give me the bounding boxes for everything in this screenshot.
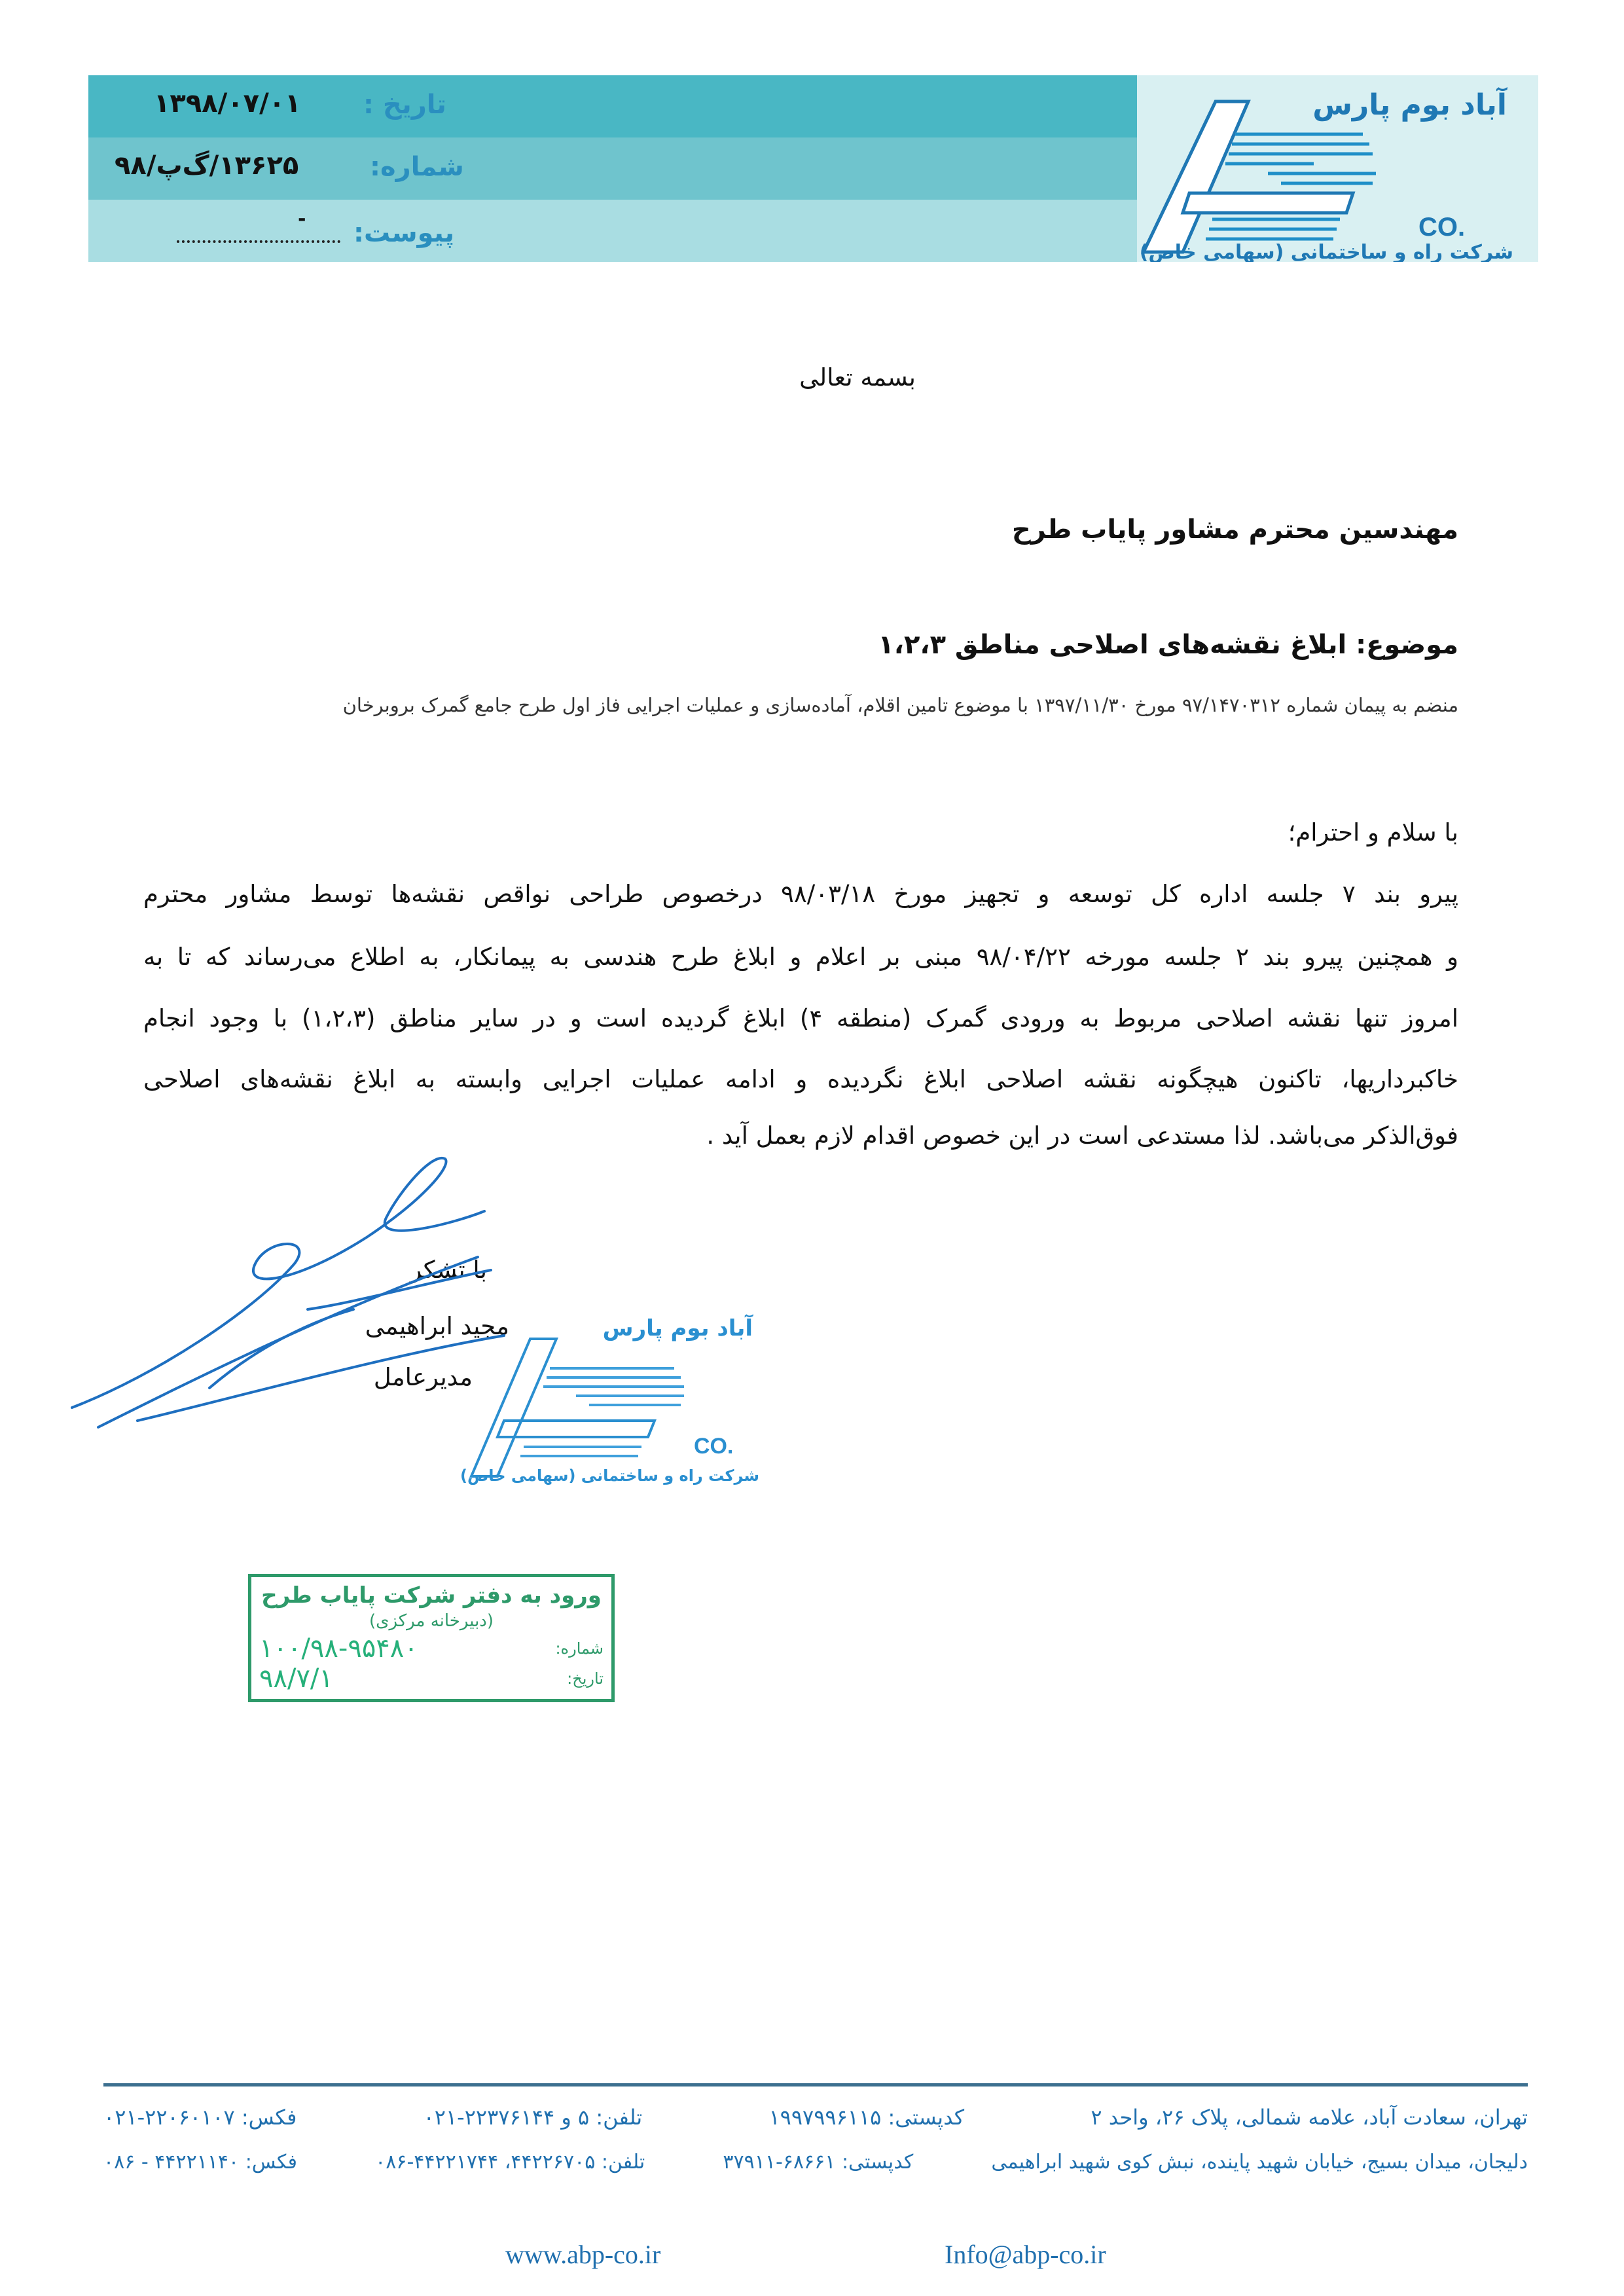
stamp-number-label: شماره: <box>555 1639 604 1658</box>
delijan-postal: کدپستی: ۶۸۶۶۱-۳۷۹۱۱ <box>723 2151 914 2174</box>
seal-suffix: CO. <box>694 1434 734 1459</box>
paragraph-line: فوق‌الذکر می‌باشد. لذا مستدعی است در این خصوص اقدام لازم بعمل آید . <box>706 1121 1458 1150</box>
addressee: مهندسین محترم مشاور پایاب طرح <box>1011 515 1458 545</box>
paragraph-line: و همچنین پیرو بند ۲ جلسه مورخه ۹۸/۰۴/۲۲ مبنی بر اعلام و ابلاغ طرح هندسی به پیمانکار، به اطلاع می‌رساند که تا به <box>143 943 1459 971</box>
seal-company-name: آباد بوم پارس <box>602 1315 753 1341</box>
stamp-date-label: تاریخ: <box>567 1669 604 1688</box>
company-sub-text: شرکت راه و ساختمانی (سهامی خاص) <box>1139 241 1513 262</box>
company-name-text: آباد بوم پارس <box>1312 88 1507 122</box>
tehran-postal: کدپستی: ۱۹۹۷۹۹۶۱۱۵ <box>768 2105 965 2130</box>
attachment-row <box>88 200 1137 262</box>
stamp-number-value: ۱۰۰/۹۸-۹۵۴۸۰ <box>259 1633 418 1664</box>
tehran-fax: فکس: ۲۲۰۶۰۱۰۷-۰۲۱ <box>103 2105 297 2130</box>
closing: با تشکر <box>410 1256 487 1284</box>
stamp-date-value: ۹۸/۷/۱ <box>259 1664 333 1694</box>
delijan-fax: فکس: ۴۴۲۲۱۱۴۰ - ۰۸۶ <box>103 2151 297 2174</box>
tehran-address: تهران، سعادت آباد، علامه شمالی، پلاک ۲۶، واحد ۲ <box>1091 2105 1528 2130</box>
company-suffix-text: CO. <box>1418 213 1466 242</box>
attachment-dots <box>177 240 340 243</box>
reference-line: منضم به پیمان شماره ۹۷/۱۴۷۰۳۱۲ مورخ ۱۳۹۷/۱۱/۳۰ با موضوع تامین اقلام، آماده‌سازی و عملیات اجرایی فاز اول طرح جامع گمرک بروبرخان <box>342 694 1458 716</box>
receipt-stamp <box>248 1574 615 1702</box>
handwritten-signature-icon <box>59 1139 517 1453</box>
attachment-value: - <box>298 208 306 230</box>
subject: موضوع: ابلاغ نقشه‌های اصلاحی مناطق ۱،۲،۳ <box>878 630 1458 660</box>
date-row <box>88 75 1137 137</box>
attachment-label: پیوست: <box>353 218 455 248</box>
number-row <box>88 137 1137 200</box>
abp-logo-icon <box>1137 75 1538 262</box>
date-value: ۱۳۹۸/۰۷/۰۱ <box>154 88 301 118</box>
number-value: ۱۳۶۲۵/گ‌پ/۹۸ <box>115 151 299 181</box>
signer-name: مجید ابراهیمی <box>365 1312 509 1340</box>
footer-delijan-row <box>103 2151 1528 2174</box>
invocation: بسمه تعالی <box>799 363 916 392</box>
stamp-subtitle: (دبیرخانه مرکزی) <box>369 1611 494 1631</box>
company-logo <box>1137 75 1538 262</box>
delijan-phone: تلفن: ۴۴۲۲۶۷۰۵، ۴۴۲۲۱۷۴۴-۰۸۶ <box>375 2151 645 2174</box>
stamp-title: ورود به دفتر شرکت پایاب طرح <box>261 1582 602 1609</box>
letterhead-band <box>88 75 1538 262</box>
paragraph-line: خاکبرداریها، تاکنون هیچگونه نقشه اصلاحی ابلاغ نگردیده و ادامه عملیات اجرایی وابسته به ابلاغ نقشه‌های اصلاحی <box>143 1065 1458 1093</box>
date-label: تاریخ : <box>363 90 446 120</box>
footer-tehran-row <box>103 2105 1528 2130</box>
seal-sub: شرکت راه و ساختمانی (سهامی خاص) <box>460 1467 759 1485</box>
number-label: شماره: <box>370 152 464 182</box>
delijan-address: دلیجان، میدان بسیج، خیابان شهید پاینده، نبش کوی شهید ابراهیمی <box>991 2151 1528 2174</box>
website-link[interactable]: www.abp-co.ir <box>505 2240 661 2269</box>
stamp-date-row <box>259 1664 604 1694</box>
paragraph-line: امروز تنها نقشه اصلاحی مربوط به ورودی گمرک (منطقه ۴) ابلاغ گردیده است و در سایر مناطق (۱،۲،۳) با وجود انجام <box>143 1004 1459 1032</box>
greeting: با سلام و احترام؛ <box>1288 818 1458 847</box>
footer-divider <box>103 2083 1528 2086</box>
tehran-phone: تلفن: ۵ و ۲۲۳۷۶۱۴۴-۰۲۱ <box>423 2105 643 2130</box>
email-link[interactable]: Info@abp-co.ir <box>945 2240 1106 2269</box>
paragraph-line: پیرو بند ۷ جلسه اداره کل توسعه و تجهیز مورخ ۹۸/۰۳/۱۸ درخصوص طراحی نواقص نقشه‌ها توسط مشاور محترم <box>143 880 1459 908</box>
stamp-number-row <box>259 1633 604 1664</box>
signer-title: مدیرعامل <box>373 1363 473 1391</box>
company-seal-icon <box>458 1303 772 1493</box>
